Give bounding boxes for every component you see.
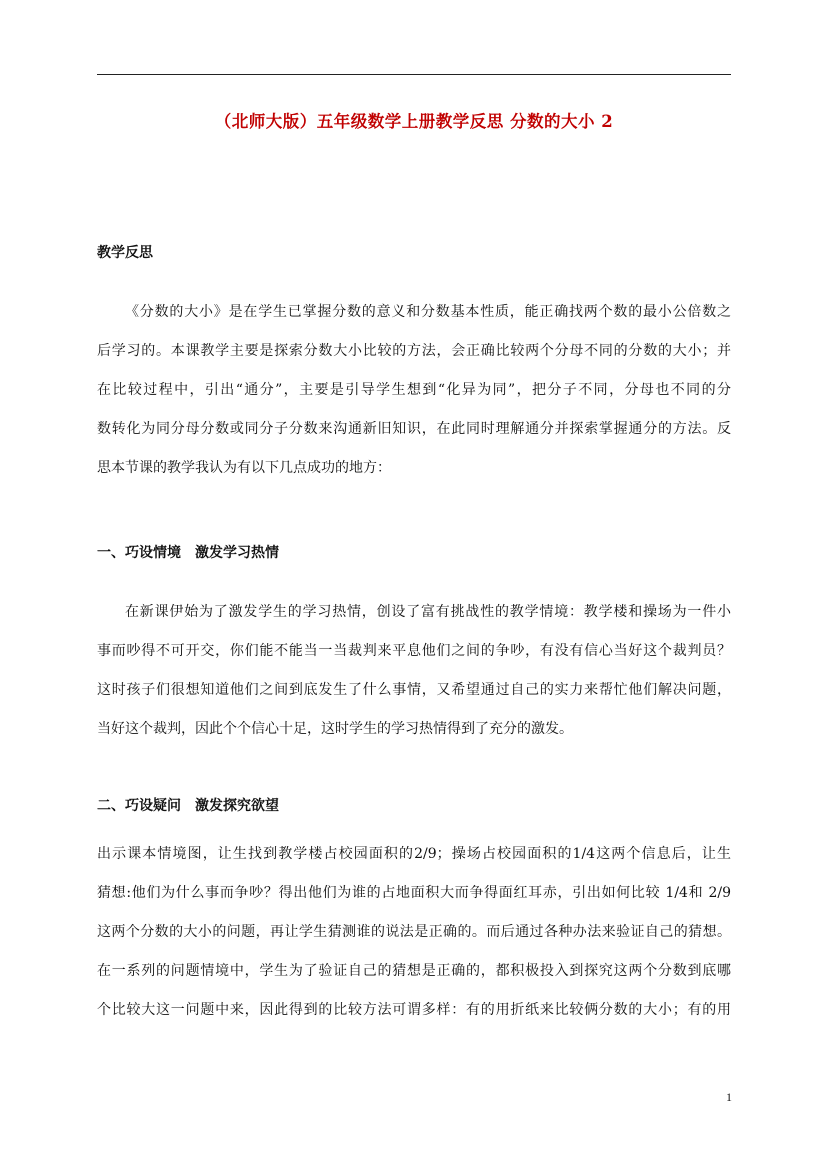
paragraph-line: 在新课伊始为了激发学生的学习热情，创设了富有挑战性的教学情境：教学楼和操场为一件小: [125, 604, 731, 620]
header-rule: [97, 74, 731, 75]
paragraph-line: 在一系列的问题情境中，学生为了验证自己的猜想是正确的，都积极投入到探究这两个分数到底哪: [97, 963, 731, 979]
paragraph-line: 数转化为同分母分数或同分子分数来沟通新旧知识，在此同时理解通分并探索掌握通分的方法。反: [97, 421, 731, 437]
paragraph-line: 《分数的大小》是在学生已掌握分数的意义和分数基本性质，能正确找两个数的最小公倍数之: [125, 304, 731, 320]
paragraph-line: 这时孩子们很想知道他们之间到底发生了什么事情，又希望通过自己的实力来帮忙他们解决问题，: [97, 682, 731, 698]
paragraph-line: 思本节课的教学我认为有以下几点成功的地方：: [97, 460, 391, 476]
section-heading: 教学反思: [97, 245, 153, 261]
paragraph-line: 这两个分数的大小的问题，再让学生猜测谁的说法是正确的。而后通过各种办法来验证自己的猜想。: [97, 924, 731, 940]
page-number: 1: [726, 1090, 732, 1104]
paragraph-2: [97, 835, 731, 1030]
document-title: （北师大版）五年级数学上册教学反思 分数的大小 2: [214, 112, 614, 131]
subheading-1: 一、巧设情境 激发学习热情: [97, 545, 279, 561]
paragraph-line: 猜想:他们为什么事而争吵？得出他们为谁的占地面积大而争得面红耳赤，引出如何比较 1/4和 2/9: [97, 885, 731, 901]
paragraph-line: 事而吵得不可开交，你们能不能当一当裁判来平息他们之间的争吵，有没有信心当好这个裁判员？: [97, 643, 731, 659]
intro-paragraph: [97, 293, 731, 488]
paragraph-1: [97, 593, 731, 749]
paragraph-line: 出示课本情境图，让生找到教学楼占校园面积的2/9；操场占校园面积的1/4这两个信息后，让生: [97, 846, 731, 862]
paragraph-line: 在比较过程中，引出“通分”，主要是引导学生想到“化异为同”，把分子不同，分母也不同的分: [97, 382, 731, 398]
paragraph-line: 当好这个裁判，因此个个信心十足，这时学生的学习热情得到了充分的激发。: [97, 721, 573, 737]
paragraph-line: 个比较大这一问题中来，因此得到的比较方法可谓多样：有的用折纸来比较俩分数的大小；有的用: [97, 1002, 731, 1018]
paragraph-line: 后学习的。本课教学主要是探索分数大小比较的方法，会正确比较两个分母不同的分数的大小；并: [97, 343, 731, 359]
subheading-2: 二、巧设疑问 激发探究欲望: [97, 798, 279, 814]
